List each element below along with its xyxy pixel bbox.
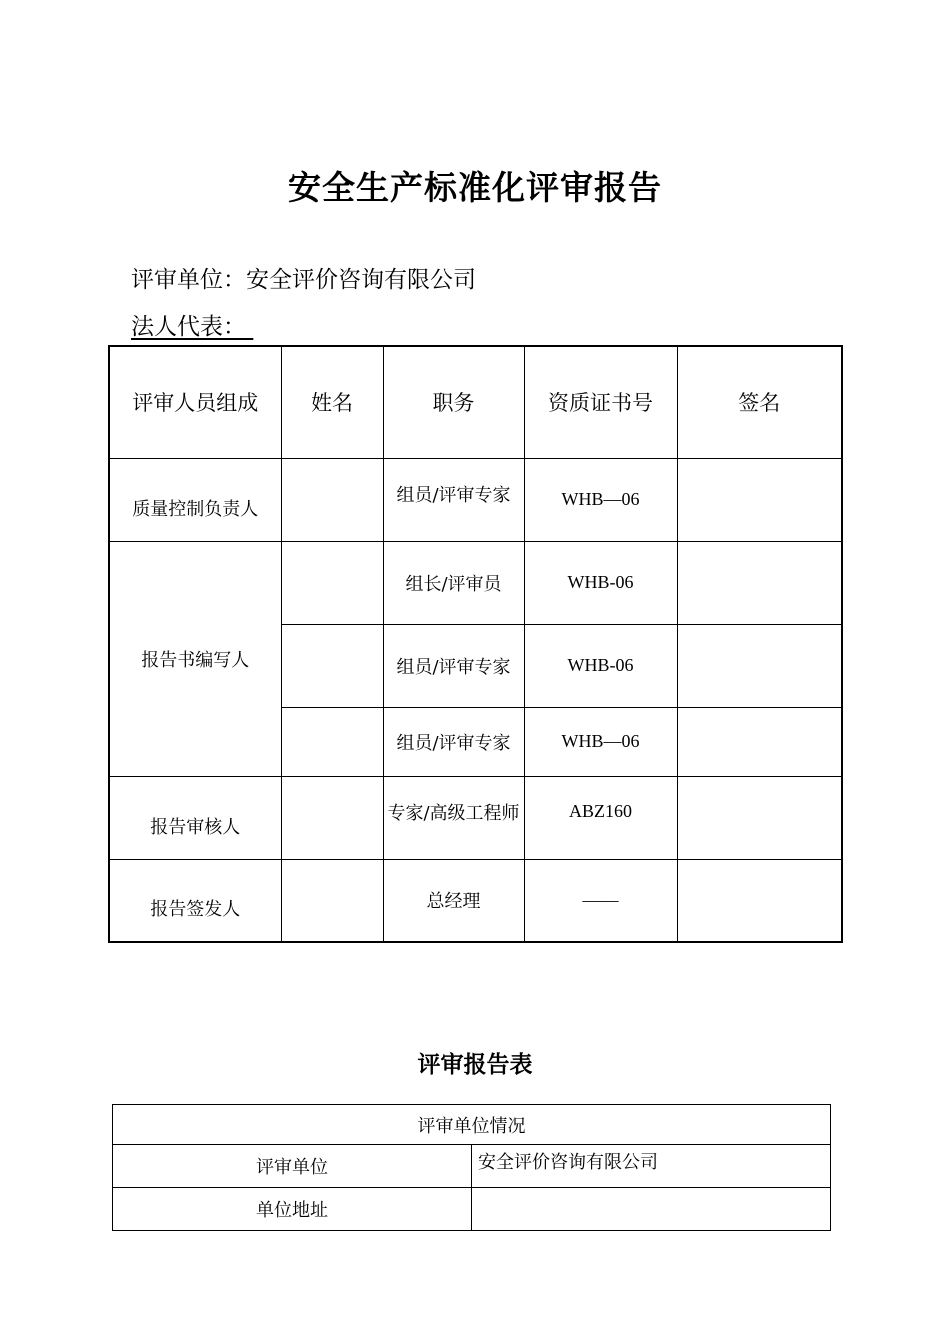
role-cell: 组员/评审专家: [383, 624, 524, 707]
role-cell: 组员/评审专家: [383, 707, 524, 776]
name-cell[interactable]: [281, 624, 383, 707]
role-cell: 总经理: [383, 859, 524, 942]
document-title: 安全生产标准化评审报告: [288, 168, 662, 207]
signature-cell[interactable]: [677, 776, 842, 859]
signature-cell[interactable]: [677, 541, 842, 624]
header-name: 姓名: [281, 346, 383, 458]
name-cell[interactable]: [281, 458, 383, 541]
role-cell: 组员/评审专家: [383, 458, 524, 541]
role-cell: 专家/高级工程师: [383, 776, 524, 859]
table-row: [109, 776, 842, 859]
signature-cell[interactable]: [677, 859, 842, 942]
cert-cell: WHB-06: [524, 541, 677, 624]
cert-cell: ABZ160: [524, 776, 677, 859]
cert-cell: ——: [524, 859, 677, 942]
group-report-reviewer: 报告审核人: [109, 776, 281, 859]
review-unit-value: 安全评价咨询有限公司: [246, 267, 476, 293]
signature-cell[interactable]: [677, 624, 842, 707]
name-cell[interactable]: [281, 776, 383, 859]
review-unit-field[interactable]: 安全评价咨询有限公司: [472, 1145, 831, 1188]
cert-cell: WHB—06: [524, 707, 677, 776]
table-row: [113, 1188, 831, 1231]
header-certificate-number: 资质证书号: [524, 346, 677, 458]
header-position: 职务: [383, 346, 524, 458]
unit-address-field[interactable]: [472, 1188, 831, 1231]
legal-representative-label: 法人代表：: [131, 314, 246, 340]
role-cell: 组长/评审员: [383, 541, 524, 624]
cert-cell: WHB-06: [524, 624, 677, 707]
table-row: [109, 541, 842, 624]
table-row: [113, 1145, 831, 1188]
group-report-writers: 报告书编写人: [109, 541, 281, 776]
group-report-issuer: 报告签发人: [109, 859, 281, 942]
field-label: 评审单位: [113, 1145, 472, 1188]
review-staff-table: [108, 345, 843, 943]
table-row: [109, 859, 842, 942]
table-row: [109, 458, 842, 541]
signature-cell[interactable]: [677, 707, 842, 776]
name-cell[interactable]: [281, 707, 383, 776]
report-form-table: [112, 1104, 831, 1231]
report-form-title: 评审报告表: [417, 1052, 533, 1078]
table-header-row: [109, 346, 842, 458]
header-staff-composition: 评审人员组成: [109, 346, 281, 458]
field-label: 单位地址: [113, 1188, 472, 1231]
legal-representative-line: [131, 311, 253, 343]
name-cell[interactable]: [281, 859, 383, 942]
review-unit-line: [131, 264, 476, 296]
group-quality-control: 质量控制负责人: [109, 458, 281, 541]
header-signature: 签名: [677, 346, 842, 458]
section-row: [113, 1105, 831, 1145]
name-cell[interactable]: [281, 541, 383, 624]
section-header: 评审单位情况: [113, 1105, 831, 1145]
signature-cell[interactable]: [677, 458, 842, 541]
cert-cell: WHB—06: [524, 458, 677, 541]
review-unit-label: 评审单位：: [131, 267, 246, 293]
